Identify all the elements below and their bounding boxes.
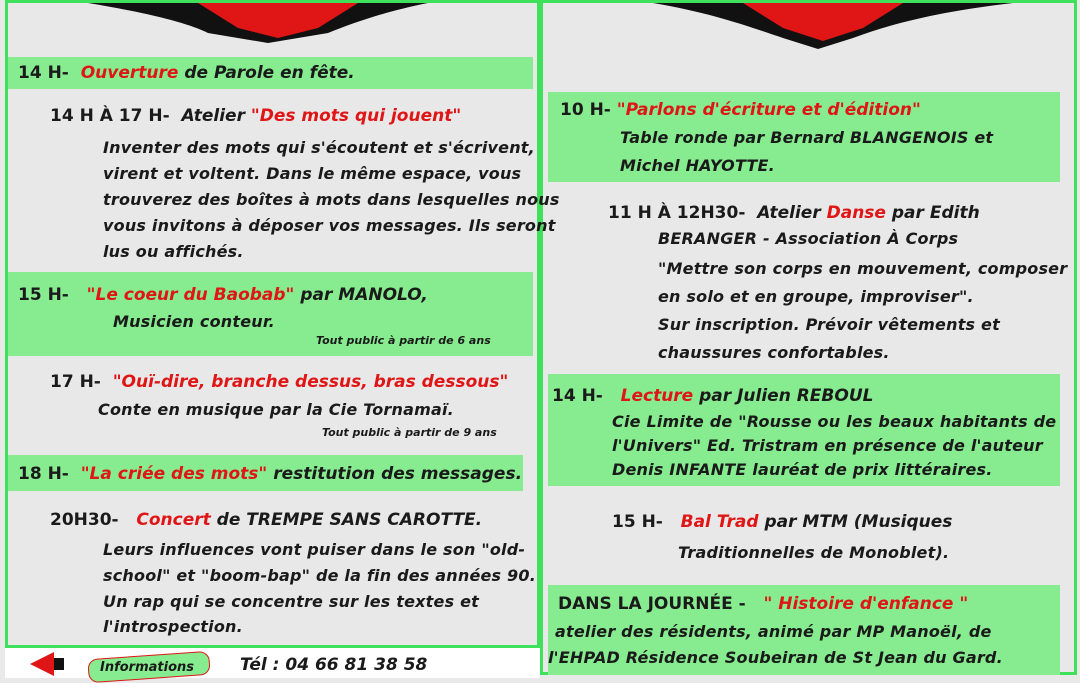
top-ornament-right xyxy=(543,3,1080,53)
journee-line-2: l'EHPAD Résidence Soubeiran de St Jean du Gard. xyxy=(548,648,1003,667)
oui-dire-note: Tout public à partir de 9 ans xyxy=(322,426,497,439)
atelier-mots-line-5: lus ou affichés. xyxy=(103,242,244,261)
event-danse: 11 H À 12H30- Atelier Danse par Edith xyxy=(608,203,980,223)
bal-trad-line-2: Traditionnelles de Monoblet). xyxy=(678,543,950,562)
danse-line-2: "Mettre son corps en mouvement, composer xyxy=(658,259,1068,278)
concert-line-1: Leurs influences vont puiser dans le son "old- xyxy=(103,540,526,559)
journee-line-1: atelier des résidents, animé par MP Manoël, de xyxy=(555,622,992,641)
event-criee: 18 H- "La criée des mots" restitution des messages. xyxy=(18,464,523,484)
atelier-mots-line-1: Inventer des mots qui s'écoutent et s'écrivent, xyxy=(103,138,535,157)
lecture-line-1: Cie Limite de "Rousse ou les beaux habitants de xyxy=(612,412,1057,431)
parlons-line-2: Michel HAYOTTE. xyxy=(620,156,775,175)
danse-line-1: BERANGER - Association À Corps xyxy=(658,229,959,248)
atelier-mots-line-3: trouverez des boîtes à mots dans lesquelles nous xyxy=(103,190,560,209)
megaphone-icon xyxy=(28,650,68,678)
baobab-note: Tout public à partir de 6 ans xyxy=(316,334,491,347)
oui-dire-line: Conte en musique par la Cie Tornamaï. xyxy=(98,400,454,419)
lecture-line-3: Denis INFANTE lauréat de prix littéraires. xyxy=(612,460,993,479)
event-journee: DANS LA JOURNÉE - " Histoire d'enfance " xyxy=(558,594,969,614)
event-atelier-mots: 14 H À 17 H- Atelier "Des mots qui jouent" xyxy=(50,106,462,126)
top-ornament-left xyxy=(8,3,543,53)
event-baobab: 15 H- "Le coeur du Baobab" par MANOLO, xyxy=(18,285,428,305)
event-parlons: 10 H- "Parlons d'écriture et d'édition" xyxy=(560,100,921,120)
atelier-mots-line-4: vous invitons à déposer vos messages. Ils seront xyxy=(103,216,556,235)
event-concert: 20H30- Concert de TREMPE SANS CAROTTE. xyxy=(50,510,483,530)
danse-line-4: Sur inscription. Prévoir vêtements et xyxy=(658,315,1000,334)
event-oui-dire: 17 H- "Ouï-dire, branche dessus, bras dessous" xyxy=(50,372,509,392)
lecture-line-2: l'Univers" Ed. Tristram en présence de l'auteur xyxy=(612,436,1043,455)
event-bal-trad: 15 H- Bal Trad par MTM (Musiques xyxy=(612,512,953,532)
atelier-mots-line-2: virent et voltent. Dans le même espace, vous xyxy=(103,164,522,183)
baobab-line-2: Musicien conteur. xyxy=(113,312,275,331)
parlons-line-1: Table ronde par Bernard BLANGENOIS et xyxy=(620,128,994,147)
event-lecture: 14 H- Lecture par Julien REBOUL xyxy=(552,386,874,406)
danse-line-3: en solo et en groupe, improviser". xyxy=(658,287,974,306)
concert-line-2: school" et "boom-bap" de la fin des années 90. xyxy=(103,566,536,585)
event-opening: 14 H- Ouverture de Parole en fête. xyxy=(18,63,355,83)
concert-line-3: Un rap qui se concentre sur les textes et xyxy=(103,592,479,611)
concert-line-4: l'introspection. xyxy=(103,617,243,636)
info-label: Informations xyxy=(100,660,195,675)
danse-line-5: chaussures confortables. xyxy=(658,343,890,362)
footer-tel: Tél : 04 66 81 38 58 xyxy=(240,655,428,675)
